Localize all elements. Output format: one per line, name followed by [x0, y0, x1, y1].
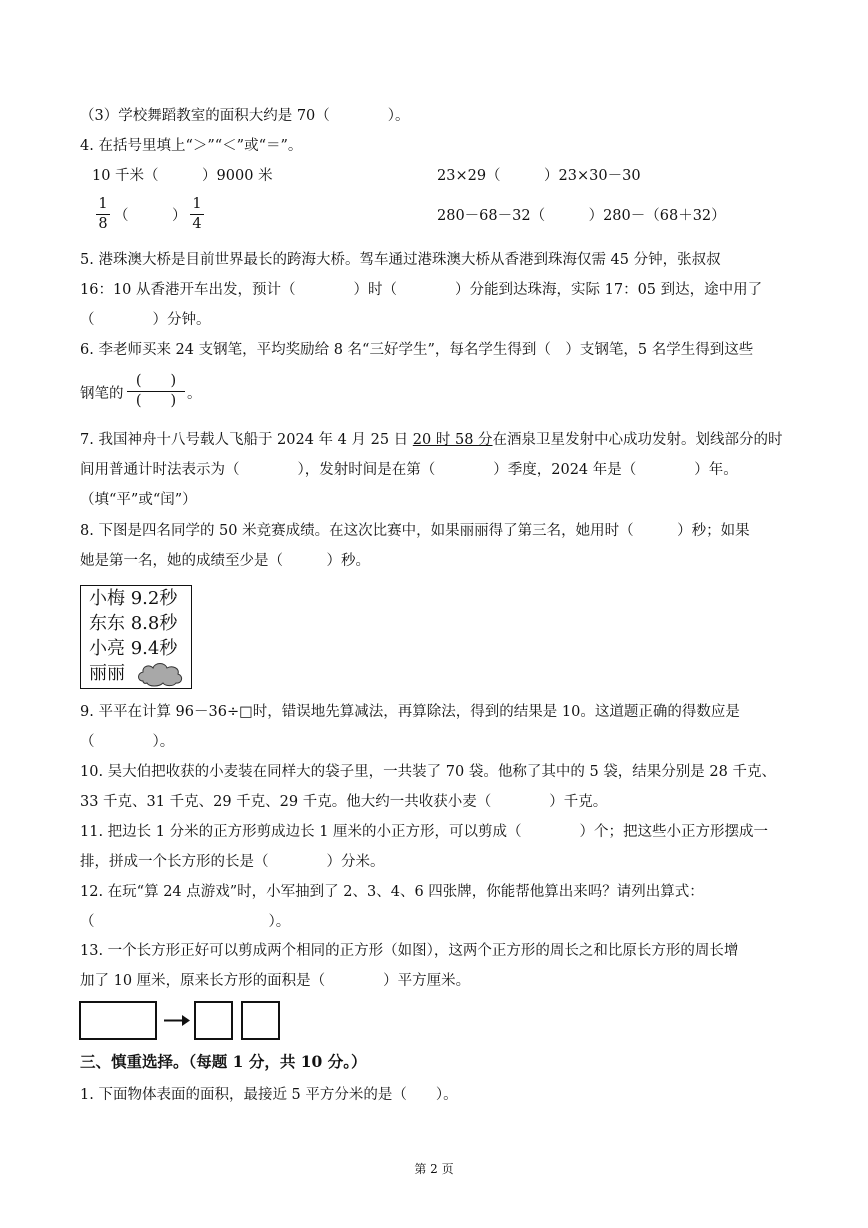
arrow-head-icon: [182, 1015, 190, 1026]
q5-line3: （ ）分钟。: [80, 312, 211, 328]
q12-line1: 12. 在玩“算 24 点游戏”时，小军抽到了 2、3、4、6 四张牌，你能帮他算出来吗？请列出算式：: [80, 884, 704, 900]
original-rectangle: [80, 1002, 156, 1039]
q6-line2-post: 。: [187, 386, 202, 402]
square-right: [242, 1002, 279, 1039]
student-name: 小亮: [89, 638, 125, 659]
q6-line2-pre: 钢笔的: [80, 386, 124, 402]
q4-item-c-blank: （ ）: [114, 208, 187, 224]
numerator-blank: ( ): [135, 373, 177, 389]
page-number: 第 2 页: [414, 1162, 454, 1176]
q4-item-b: 23×29（ ）23×30－30: [437, 168, 641, 184]
fraction-bar: [190, 214, 204, 215]
q9-line1: 9. 平平在计算 96－36÷□时，错误地先算减法，再算除法，得到的结果是 10。这道题正确的得数应是: [80, 704, 740, 720]
q11-line1: 11. 把边长 1 分米的正方形剪成边长 1 厘米的小正方形，可以剪成（ ）个；把这些小正方形摆成一: [80, 824, 769, 840]
q13-line2: 加了 10 厘米，原来长方形的面积是（ ）平方厘米。: [80, 973, 471, 989]
rectangle-to-squares-diagram: [78, 1000, 284, 1042]
q4-title: 4. 在括号里填上“＞”“＜”或“＝”。: [80, 138, 303, 154]
q9-line2: （ ）。: [80, 734, 175, 750]
fraction-bar: [96, 214, 110, 215]
fraction-blank: [127, 373, 185, 410]
q12-line2: （ ）。: [80, 914, 291, 930]
score-table: [80, 585, 192, 689]
section-3-heading: 三、慎重选择。（每题 1 分，共 10 分。）: [80, 1052, 367, 1071]
q8-line1: 8. 下图是四名同学的 50 米竞赛成绩。在这次比赛中，如果丽丽得了第三名，她用时（ ）秒；如果: [80, 523, 750, 539]
numerator: 1: [98, 196, 108, 212]
q7-line2: 间用普通计时法表示为（ ），发射时间是在第（ ）季度，2024 年是（ ）年。: [80, 462, 738, 478]
student-name: 东东: [89, 613, 125, 634]
denominator-blank: ( ): [135, 393, 177, 409]
q11-line2: 排，拼成一个长方形的长是（ ）分米。: [80, 854, 385, 870]
q6-line1: 6. 李老师买来 24 支钢笔，平均奖励给 8 名“三好学生”，每名学生得到（ ）支钢笔，5 名学生得到这些: [80, 342, 754, 358]
student-time: 9.4秒: [130, 638, 178, 659]
score-row: [89, 613, 177, 635]
student-time: 9.2秒: [130, 588, 178, 609]
q13-line1: 13. 一个长方形正好可以剪成两个相同的正方形（如图），这两个正方形的周长之和比原长方形的周长增: [80, 943, 739, 959]
student-name: 丽丽: [89, 663, 125, 684]
q5-line1: 5. 港珠澳大桥是目前世界最长的跨海大桥。驾车通过港珠澳大桥从香港到珠海仅需 45 分钟，张叔叔: [80, 252, 721, 268]
q7-underlined-time: 20 时 58 分: [412, 432, 493, 448]
q5-line2: 16：10 从香港开车出发，预计（ ）时（ ）分能到达珠海，实际 17：05 到达，途中用了: [80, 282, 763, 298]
q7-line1-post: 在酒泉卫星发射中心成功发射。划线部分的时: [492, 432, 783, 448]
q3-sub3: （3）学校舞蹈教室的面积大约是 70（ ）。: [80, 108, 410, 124]
fraction-one-quarter: [190, 196, 204, 233]
section-3-q1: 1. 下面物体表面的面积，最接近 5 平方分米的是（ ）。: [80, 1087, 458, 1103]
q8-line2: 她是第一名，她的成绩至少是（ ）秒。: [80, 553, 370, 569]
q10-line1: 10. 吴大伯把收获的小麦装在同样大的袋子里，一共装了 70 袋。他称了其中的 5 袋，结果分别是 28 千克、: [80, 764, 776, 780]
student-time: 8.8秒: [130, 613, 178, 634]
q10-line2: 33 千克、31 千克、29 千克、29 千克。他大约一共收获小麦（ ）千克。: [80, 794, 608, 810]
numerator: 1: [192, 196, 202, 212]
q7-line1: [80, 430, 783, 450]
fraction-bar: [127, 391, 185, 392]
fraction-one-eighth: [96, 196, 110, 233]
denominator: 8: [98, 216, 108, 232]
score-row: [89, 663, 125, 685]
q4-item-d: 280－68－32（ ）280－（68＋32）: [437, 208, 726, 224]
score-row: [89, 588, 177, 610]
square-left: [195, 1002, 232, 1039]
cloud-icon: [135, 659, 185, 687]
score-row: [89, 638, 177, 660]
q4-item-a: 10 千米（ ）9000 米: [92, 168, 273, 184]
denominator: 4: [192, 216, 202, 232]
q7-line3: （填“平”或“闰”）: [80, 492, 197, 508]
student-name: 小梅: [89, 588, 125, 609]
q7-line1-pre: 7. 我国神舟十八号载人飞船于 2024 年 4 月 25 日: [80, 432, 413, 448]
